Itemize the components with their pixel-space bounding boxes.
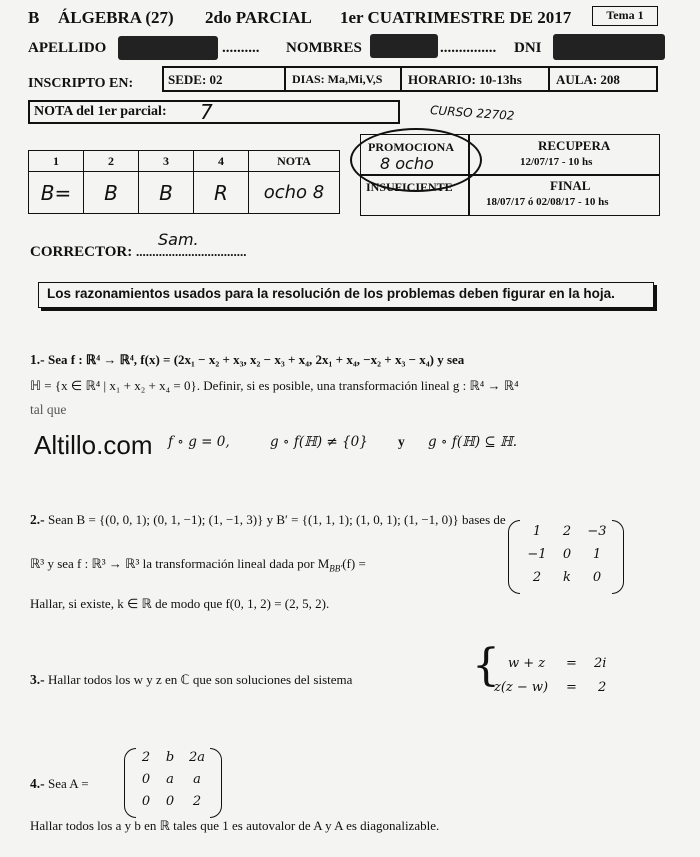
matrix-cell: b [165,750,175,765]
problem-2-number: 2.- [30,512,45,527]
problem-2 [30,512,506,528]
inscripto-label: INSCRIPTO EN: [28,76,134,91]
problem-4 [30,776,89,792]
matrix-cell: 2a [188,750,206,765]
apellido-dots: .......... [222,40,260,56]
nota-parcial-value: 7 [200,100,213,124]
recupera-date: 12/07/17 - 10 hs [520,156,593,168]
matrix-cell: −3 [587,524,607,539]
matrix-cell: 0 [141,772,151,787]
watermark-altillo: Altillo.com [34,430,153,460]
matrix-cell: a [193,772,201,787]
corrector-value: Sam. [158,230,199,249]
dias-field: DIAS: Ma,Mi,V,S [292,72,383,86]
problem-2-line-1: Sean B = {(0, 0, 1); (0, 1, −1); (1, −1, 3)} y B′ = {(1, 1, 1); (1, 0, 1); (1, −1, 0)} bases de [48,512,506,527]
problem-3 [30,672,352,688]
problem-1-number: 1.- [30,352,45,367]
grade-value-1: B= [28,171,84,214]
promociona-label: PROMOCIONA [368,140,454,154]
apellido-redaction [118,36,218,60]
matrix-cell: 2 [192,794,202,809]
matrix-cell: 2 [141,750,151,765]
final-date: 18/07/17 ó 02/08/17 - 10 hs [486,196,609,208]
matrix-cell: −1 [527,547,547,562]
promociona-value: 8 ocho [380,154,434,173]
problem-3-eq2-right: 2 [598,680,607,695]
matrix-cell: 0 [141,794,151,809]
curso-note: CURSO 22702 [429,103,515,123]
problem-1-condition-2: g ∘ f(ℍ) ≠ {0} [270,434,368,450]
problem-4-matrix-right-paren [210,748,222,818]
dni-redaction [553,34,665,60]
problem-1 [30,352,464,368]
problem-3-eq2-equals: = [566,680,577,695]
grade-header-nota: NOTA [248,150,340,172]
problem-4-matrix [134,750,212,809]
problem-3-eq1-equals: = [566,656,577,671]
exam-term: 1er CUATRIMESTRE DE 2017 [340,8,572,27]
course-name: ÁLGEBRA (27) [58,8,174,27]
problem-1-line-1: Sea f : ℝ⁴ → ℝ⁴, f(x) = (2x₁ − x₂ + x₃, x₂ − x₃ + x₄, 2x₁ + x₄, −x₂ + x₃ − x₄) y sea [48,352,465,367]
problem-3-eq1-left: w + z [508,656,546,671]
problem-2-matrix-right-paren [612,520,624,594]
problem-3-number: 3.- [30,672,45,687]
matrix-cell: k [563,570,571,585]
matrix-cell: a [166,772,174,787]
exam-letter: B [28,8,40,27]
exam-name: 2do PARCIAL [205,8,312,27]
grade-value-2: B [83,171,139,214]
recupera-label: RECUPERA [538,138,611,153]
tema-box [592,6,658,26]
horario-field: HORARIO: 10-13hs [408,72,522,87]
problem-3-system-brace: { [472,640,500,691]
matrix-cell: 0 [165,794,175,809]
matrix-cell: 2 [562,524,572,539]
problem-3-eq1-right: 2i [594,656,607,671]
aula-field: AULA: 208 [556,72,620,87]
notice-box [38,282,654,308]
nombres-redaction [370,34,438,58]
dni-label: DNI [514,40,542,56]
promociona-circle [350,128,482,192]
insuficiente-label: INSUFICIENTE [366,180,453,194]
tema-label: Tema 1 [606,8,644,22]
problem-1-condition-1: f ∘ g = 0, [168,434,230,450]
grade-value-nota: ocho 8 [248,171,340,214]
corrector-dots: .................................. [136,244,247,259]
problem-1-line-2: ℍ = {x ∈ ℝ⁴ | x₁ + x₂ + x₄ = 0}. Definir, si es posible, una transformación lineal g : ℝ⁴ → ℝ⁴ [30,378,519,393]
problem-1-condition-3: g ∘ f(ℍ) ⊆ ℍ. [428,434,518,450]
matrix-cell: 1 [532,524,542,539]
problem-4-line-1: Sea A = [48,776,89,791]
grades-table [28,150,340,214]
inscripto-divider-2 [400,66,402,92]
matrix-cell: 2 [532,570,542,585]
grade-value-3: B [138,171,194,214]
problem-2-matrix-left-paren [508,520,520,594]
final-label: FINAL [550,178,591,193]
apellido-label: APELLIDO [28,40,107,56]
corrector-label: CORRECTOR: [30,244,133,260]
problem-2-line-2 [30,556,366,574]
inscripto-divider-1 [284,66,286,92]
nombres-dots: ............... [440,40,497,56]
grade-header-3: 3 [138,150,194,172]
problem-4-number: 4.- [30,776,45,791]
matrix-cell: 0 [592,570,602,585]
nombres-label: NOMBRES [286,40,362,56]
problem-2-subscript: BB′ [329,563,343,574]
nota-parcial-label: NOTA del 1er parcial: [34,104,167,119]
problem-2-line-2-text: ℝ³ y sea f : ℝ³ → ℝ³ la transformación lineal dada por M [30,556,330,571]
grade-value-4: R [193,171,249,214]
problem-1-line-3: tal que [30,402,67,417]
problem-2-matrix [522,524,612,585]
problem-2-line-3: Hallar, si existe, k ∈ ℝ de modo que f(0, 1, 2) = (2, 5, 2). [30,596,330,611]
problem-1-and: y [398,434,405,449]
problem-4-line-2: Hallar todos los a y b en ℝ tales que 1 es autovalor de A y A es diagonalizable. [30,818,440,833]
matrix-cell: 0 [562,547,572,562]
sede-field: SEDE: 02 [168,72,223,87]
problem-2-line-2b: (f) = [342,556,366,571]
grade-header-2: 2 [83,150,139,172]
inscripto-divider-3 [548,66,550,92]
grade-header-4: 4 [193,150,249,172]
notice-text: Los razonamientos usados para la resolución de los problemas deben figurar en la hoja. [47,286,615,301]
problem-3-eq2-left: z(z − w) [494,680,549,695]
matrix-cell: 1 [592,547,602,562]
problem-3-line-1: Hallar todos los w y z en ℂ que son soluciones del sistema [48,672,353,687]
grade-header-1: 1 [28,150,84,172]
